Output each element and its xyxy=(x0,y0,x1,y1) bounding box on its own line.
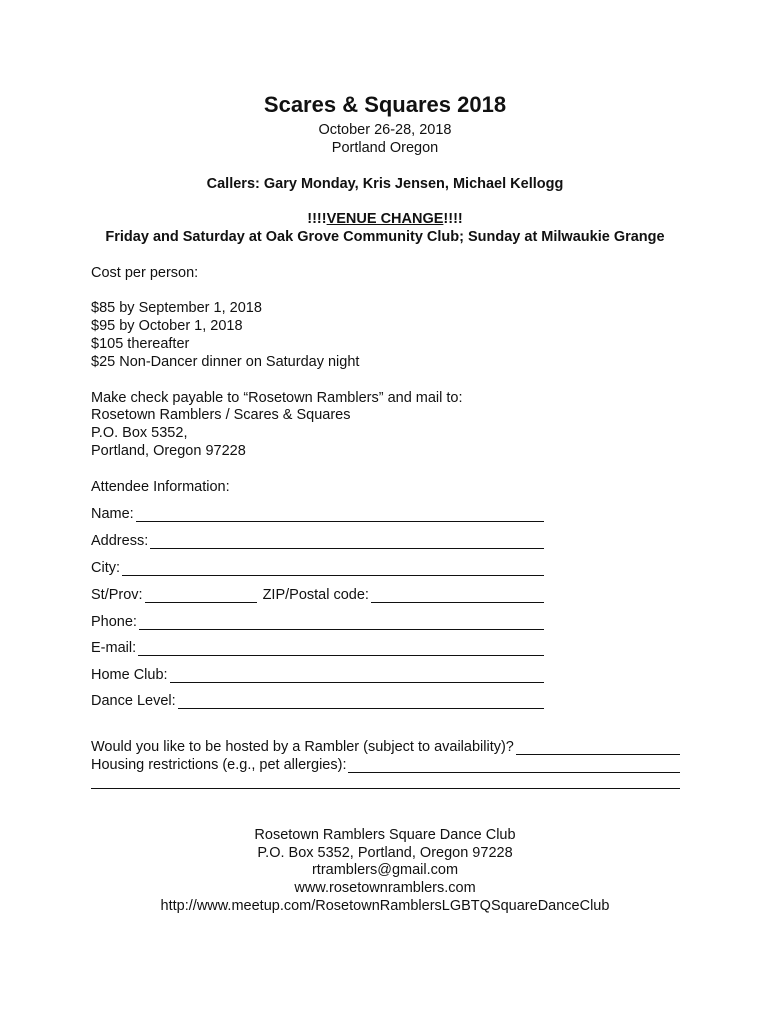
address-field[interactable] xyxy=(91,531,544,549)
dance-level-field[interactable] xyxy=(91,691,544,709)
attendee-heading: Attendee Information: xyxy=(91,479,230,495)
mailing-address-line: P.O. Box 5352, xyxy=(91,425,188,441)
cost-item: $95 by October 1, 2018 xyxy=(91,318,243,334)
cost-item: $25 Non-Dancer dinner on Saturday night xyxy=(91,354,360,370)
zip-label: ZIP/Postal code: xyxy=(262,587,369,603)
housing-restrictions-field[interactable] xyxy=(91,755,680,773)
venue-change-text: VENUE CHANGE xyxy=(326,211,444,227)
stprov-zip-field[interactable] xyxy=(91,585,544,603)
event-dates: October 26-28, 2018 xyxy=(318,122,452,138)
home-club-field[interactable] xyxy=(91,665,544,683)
footer-club-name: Rosetown Ramblers Square Dance Club xyxy=(254,827,516,843)
footer-meetup-link[interactable]: http://www.meetup.com/RosetownRamblersLGBTQSquareDanceClub xyxy=(160,898,610,914)
housing-label: Housing restrictions (e.g., pet allergies): xyxy=(91,757,347,773)
stprov-label: St/Prov: xyxy=(91,587,143,603)
footer-address: P.O. Box 5352, Portland, Oregon 97228 xyxy=(257,845,513,861)
housing-blank[interactable] xyxy=(348,756,680,773)
footer-website-link[interactable]: www.rosetownramblers.com xyxy=(294,880,476,896)
callers-line: Callers: Gary Monday, Kris Jensen, Michael Kellogg xyxy=(206,176,564,192)
city-label: City: xyxy=(91,560,120,576)
cost-heading: Cost per person: xyxy=(91,265,199,281)
zip-blank[interactable] xyxy=(371,586,544,603)
mailing-address-line: Rosetown Ramblers / Scares & Squares xyxy=(91,407,351,423)
venue-detail: Friday and Saturday at Oak Grove Community Club; Sunday at Milwaukie Grange xyxy=(105,229,665,245)
email-blank[interactable] xyxy=(138,639,544,656)
phone-field[interactable] xyxy=(91,612,544,630)
venue-change-notice xyxy=(0,211,770,227)
city-blank[interactable] xyxy=(122,559,544,576)
phone-label: Phone: xyxy=(91,614,137,630)
stprov-blank[interactable] xyxy=(145,586,257,603)
payment-instruction: Make check payable to “Rosetown Ramblers” and mail to: xyxy=(91,390,463,406)
name-label: Name: xyxy=(91,506,134,522)
hosted-question-label: Would you like to be hosted by a Rambler (subject to availability)? xyxy=(91,739,514,755)
page-title: Scares & Squares 2018 xyxy=(263,92,507,117)
home-club-blank[interactable] xyxy=(170,666,544,683)
email-field[interactable] xyxy=(91,638,544,656)
name-field[interactable] xyxy=(91,504,544,522)
venue-prefix: !!!! xyxy=(307,211,327,227)
dance-level-blank[interactable] xyxy=(178,692,544,709)
dance-level-label: Dance Level: xyxy=(91,693,176,709)
event-location: Portland Oregon xyxy=(331,140,439,156)
email-label: E-mail: xyxy=(91,640,137,656)
footer-email-link[interactable]: rtramblers@gmail.com xyxy=(311,862,459,878)
hosted-blank[interactable] xyxy=(516,738,680,755)
housing-extra-blank[interactable] xyxy=(91,772,680,789)
cost-item: $105 thereafter xyxy=(91,336,190,352)
address-label: Address: xyxy=(91,533,149,549)
phone-blank[interactable] xyxy=(139,613,544,630)
venue-suffix: !!!! xyxy=(443,211,463,227)
address-blank[interactable] xyxy=(150,532,544,549)
city-field[interactable] xyxy=(91,558,544,576)
name-blank[interactable] xyxy=(136,505,544,522)
hosted-question-field[interactable] xyxy=(91,737,680,755)
mailing-address-line: Portland, Oregon 97228 xyxy=(91,443,246,459)
home-club-label: Home Club: xyxy=(91,667,168,683)
cost-item: $85 by September 1, 2018 xyxy=(91,300,262,316)
